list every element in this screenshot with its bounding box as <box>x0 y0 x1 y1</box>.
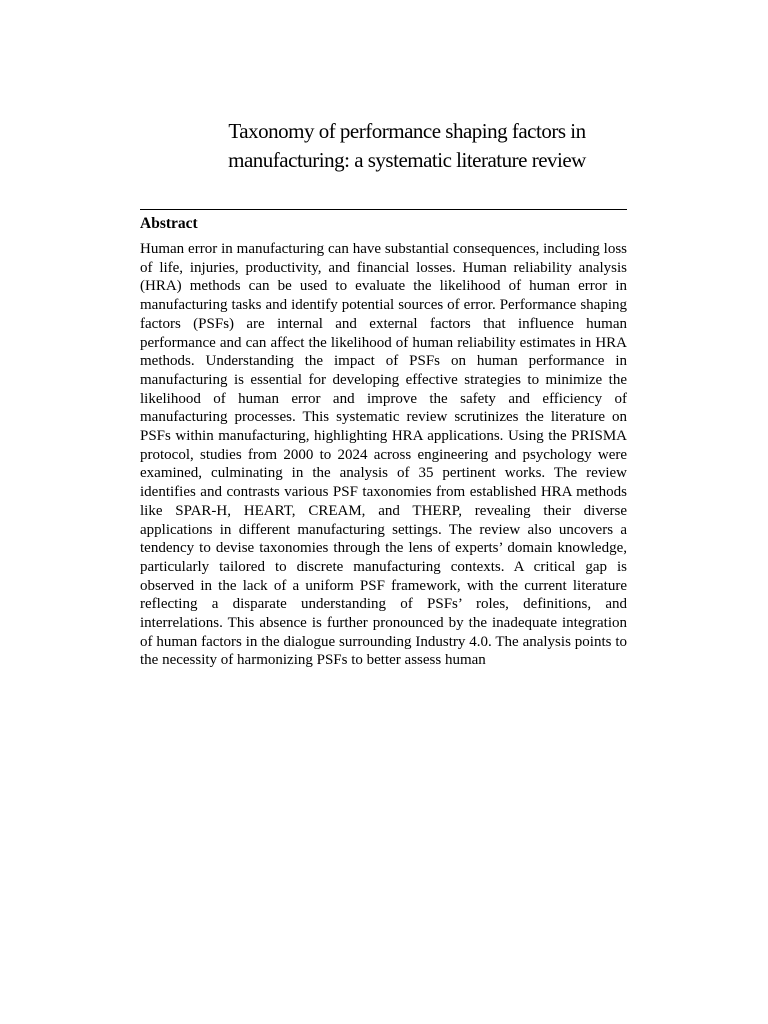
paper-title <box>140 117 674 175</box>
abstract-heading: Abstract <box>140 215 198 232</box>
abstract-text: Human error in manufacturing can have substantial consequences, including loss of life, injuries, productivity, and financial losses. Human reliability analysis (HRA) methods can be used to evaluate the likelihood of human error in manufacturing tasks and identify potential sources of error. Performance shaping factors (PSFs) are internal and external factors that influence human performance and can affect the likelihood of human reliability estimates in HRA methods. Understanding the impact of PSFs on human performance in manufacturing is essential for developing effective strategies to minimize the likelihood of human error and improve the safety and efficiency of manufacturing processes. This systematic review scrutinizes the literature on PSFs within manufacturing, highlighting HRA applications. Using the PRISMA protocol, studies from 2000 to 2024 across engineering and psychology were examined, culminating in the analysis of 35 pertinent works. The review identifies and contrasts various PSF taxonomies from established HRA methods like SPAR-H, HEART, CREAM, and THERP, revealing their diverse applications in different manufacturing settings. The review also uncovers a tendency to devise taxonomies through the lens of experts’ domain knowledge, particularly tailored to discrete manufacturing contexts. A critical gap is observed in the lack of a uniform PSF framework, with the current literature reflecting a disparate understanding of PSFs’ roles, definitions, and interrelations. This absence is further pronounced by the inadequate integration of human factors in the dialogue surrounding Industry 4.0. The analysis points to the necessity of harmonizing PSFs to better assess human <box>140 241 627 669</box>
paper-title-line-2: manufacturing: a systematic literature review <box>228 148 586 172</box>
abstract-divider <box>140 209 627 210</box>
paper-title-line-1: Taxonomy of performance shaping factors in <box>228 119 586 143</box>
